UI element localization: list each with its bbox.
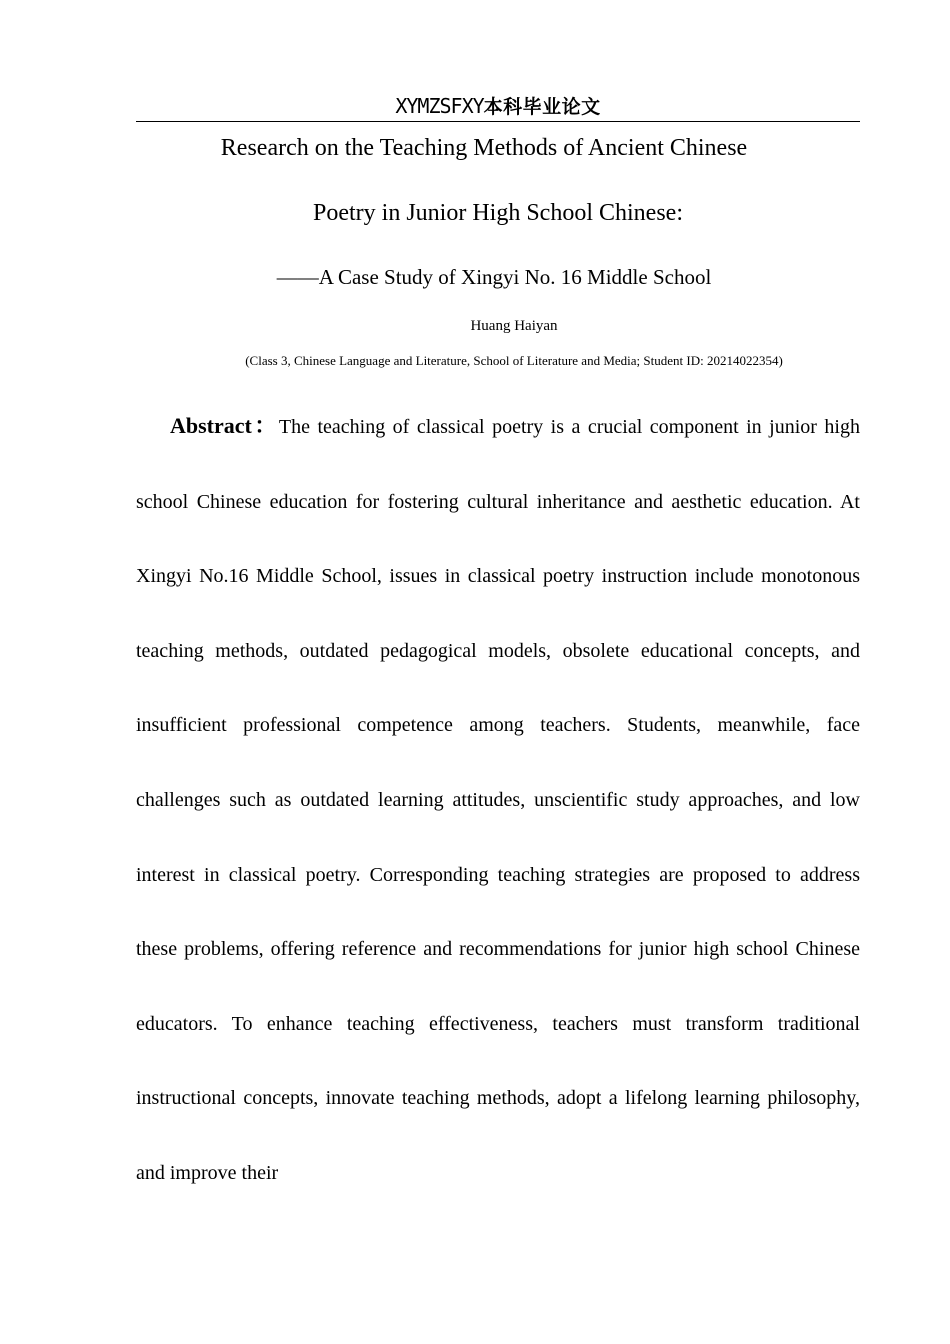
author-name: Huang Haiyan <box>470 318 558 334</box>
paper-title-line-2: Poetry in Junior High School Chinese: <box>313 200 683 226</box>
running-header <box>136 92 860 121</box>
header-rule <box>136 121 860 122</box>
paper-title-line-1: Research on the Teaching Methods of Ancient Chinese <box>220 135 748 161</box>
paper-subtitle: ——A Case Study of Xingyi No. 16 Middle School <box>276 265 712 289</box>
running-header-label: 本科毕业论文 <box>483 96 601 118</box>
abstract-paragraph <box>136 389 860 1211</box>
author-affiliation: (Class 3, Chinese Language and Literature, School of Literature and Media; Student ID: 20214022354) <box>245 353 783 368</box>
abstract-text: The teaching of classical poetry is a crucial component in junior high school Chinese education for fostering cultural inheritance and aesthetic education. At Xingyi No.16 Middle School, issues in classical poetry instruction include monotonous teaching methods, outdated pedagogical models, obsolete educational concepts, and insufficient professional competence among teachers. Students, meanwhile, face challenges such as outdated learning attitudes, unscientific study approaches, and low interest in classical poetry. Corresponding teaching strategies are proposed to address these problems, offering reference and recommendations for junior high school Chinese educators. To enhance teaching effectiveness, teachers must transform traditional instructional concepts, innovate teaching methods, adopt a lifelong learning philosophy, and improve their <box>136 416 860 1184</box>
running-header-code: XYMZSFXY <box>395 94 484 118</box>
abstract-label: Abstract： <box>170 413 279 438</box>
